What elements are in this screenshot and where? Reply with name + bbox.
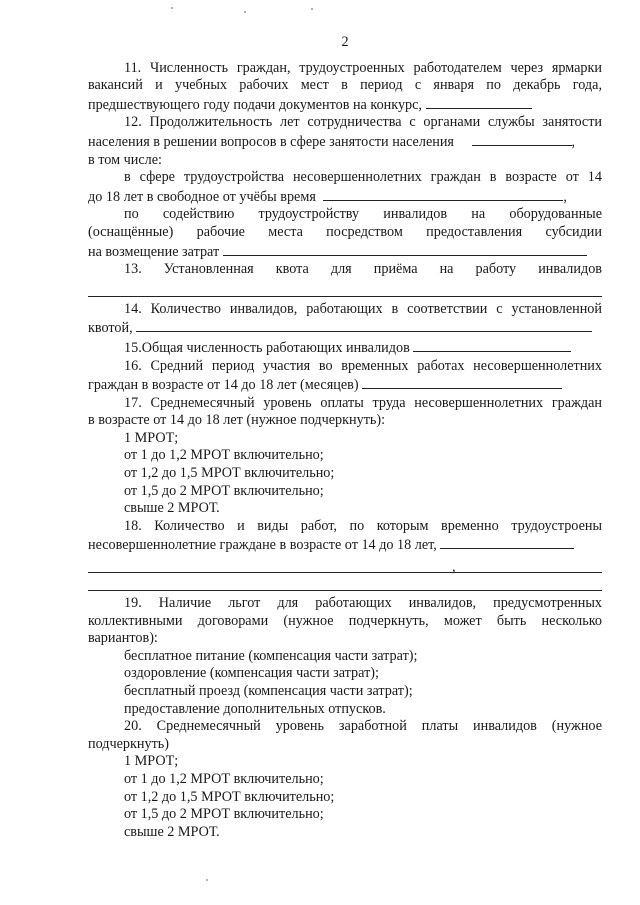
item-12-line-2 <box>88 132 602 152</box>
item-18-line-2 <box>88 535 602 555</box>
item-12-sub-b-line-2: (оснащённые) рабочие места посредством предоставления субсидии <box>88 223 602 240</box>
item-18-text: несовершеннолетние граждане в возрасте от 14 до 18 лет, <box>88 537 437 554</box>
item-13 <box>88 261 602 297</box>
item-14-line-1: 14. Количество инвалидов, работающих в соответствии с установленной <box>124 300 602 317</box>
scan-speck <box>244 11 246 13</box>
item-12-sub-a-text: до 18 лет в свободное от учёбы время <box>88 188 316 205</box>
item-15 <box>88 338 602 358</box>
item-12-comma: , <box>571 133 576 150</box>
item-20-option-2[interactable]: от 1 до 1,2 МРОТ включительно; <box>124 770 324 787</box>
item-19-option-1[interactable]: бесплатное питание (компенсация части затрат); <box>124 647 418 664</box>
item-14-text: квотой, <box>88 320 133 337</box>
item-20-option-3[interactable]: от 1,2 до 1,5 МРОТ включительно; <box>124 788 335 805</box>
item-12-text: населения в решении вопросов в сфере занятости населения <box>88 133 454 150</box>
item-17-option-1[interactable]: 1 МРОТ; <box>124 429 179 446</box>
item-20-line-1: 20. Среднемесячный уровень заработной платы инвалидов (нужное <box>124 718 602 735</box>
item-16-text: граждан в возрасте от 14 до 18 лет (месяцев) <box>88 377 359 394</box>
item-11-text: предшествующего году подачи документов на конкурс, <box>88 96 422 113</box>
item-17-line-2: в возрасте от 14 до 18 лет (нужное подчеркнуть): <box>88 412 386 429</box>
item-16 <box>88 358 602 395</box>
item-17-line-1: 17. Среднемесячный уровень оплаты труда несовершеннолетних граждан <box>124 394 602 411</box>
scan-speck <box>171 7 173 9</box>
item-14 <box>88 301 602 338</box>
item-13-line-1: 13. Установленная квота для приёма на работу инвалидов <box>124 261 602 278</box>
item-20-option-5[interactable]: свыше 2 МРОТ. <box>124 823 220 840</box>
item-12-sub-a-answer-field[interactable] <box>323 187 563 201</box>
item-19-option-3[interactable]: бесплатный проезд (компенсация части затрат); <box>124 683 413 699</box>
item-12-sub-a-line-1: в сфере трудоустройства несовершеннолетних граждан в возрасте от 14 <box>124 169 602 186</box>
item-14-answer-field[interactable] <box>136 318 592 332</box>
item-17-option-5[interactable]: свыше 2 МРОТ. <box>124 500 220 517</box>
item-19-line-2: коллективными договорами (нужное подчеркнуть, может быть несколько <box>88 612 602 629</box>
item-17-option-3[interactable]: от 1,2 до 1,5 МРОТ включительно; <box>124 465 335 482</box>
item-11 <box>88 60 602 115</box>
item-12-answer-field[interactable] <box>472 132 572 146</box>
item-13-answer-field[interactable] <box>88 279 602 297</box>
item-18-line-1: 18. Количество и виды работ, по которым временно трудоустроены <box>124 517 602 534</box>
item-18-mark: , <box>452 559 456 576</box>
item-19-option-4[interactable]: предоставление дополнительных отпусков. <box>124 700 386 717</box>
item-16-line-2 <box>88 375 602 395</box>
item-20-line-2: подчеркнуть) <box>88 735 169 752</box>
scan-speck <box>311 8 313 10</box>
scan-speck <box>206 879 208 881</box>
item-12-sub-b-text: на возмещение затрат <box>88 243 220 260</box>
item-18-answer-line-3[interactable] <box>88 573 602 591</box>
item-18-answer-field[interactable] <box>440 535 574 549</box>
item-15-text: 15.Общая численность работающих инвалидов <box>124 339 410 356</box>
item-15-line-1 <box>88 338 602 358</box>
item-19-line-3: вариантов): <box>88 630 158 647</box>
item-12-sub-b-answer-field[interactable] <box>223 242 587 256</box>
item-20 <box>88 718 602 841</box>
item-18-answer-line-2[interactable] <box>88 555 602 576</box>
item-12-sub-b-line-3 <box>88 242 602 262</box>
item-19 <box>88 595 602 718</box>
item-17 <box>88 395 602 518</box>
item-20-option-1[interactable]: 1 МРОТ; <box>124 753 179 770</box>
item-12 <box>88 114 602 261</box>
document-page <box>88 34 602 841</box>
item-15-answer-field[interactable] <box>413 338 571 352</box>
item-17-option-4[interactable]: от 1,5 до 2 МРОТ включительно; <box>124 482 324 499</box>
item-14-line-2 <box>88 318 602 338</box>
item-11-answer-field[interactable] <box>426 95 532 109</box>
item-17-option-2[interactable]: от 1 до 1,2 МРОТ включительно; <box>124 447 324 464</box>
page-number: 2 <box>341 34 349 50</box>
item-19-line-1: 19. Наличие льгот для работающих инвалидов, предусмотренных <box>124 595 602 612</box>
item-20-option-4[interactable]: от 1,5 до 2 МРОТ включительно; <box>124 806 324 823</box>
item-18 <box>88 518 602 591</box>
item-16-answer-field[interactable] <box>362 375 562 389</box>
item-19-option-2[interactable]: оздоровление (компенсация части затрат); <box>124 665 379 682</box>
item-11-line-2: вакансий и учебных рабочих мест в период с января по декабрь года, <box>88 77 602 94</box>
item-16-line-1: 16. Средний период участия во временных работах несовершеннолетних <box>124 357 602 374</box>
item-12-sub-a-comma: , <box>563 188 567 205</box>
item-12-line-1: 12. Продолжительность лет сотрудничества с органами службы занятости <box>124 114 602 131</box>
item-12-sub-b-line-1: по содействию трудоустройству инвалидов на оборудованные <box>124 206 602 223</box>
item-12-line-3: в том числе: <box>88 151 162 168</box>
item-11-line-1: 11. Численность граждан, трудоустроенных работодателем через ярмарки <box>124 59 602 76</box>
item-12-sub-a-line-2 <box>88 187 602 207</box>
item-11-line-3 <box>88 95 602 115</box>
